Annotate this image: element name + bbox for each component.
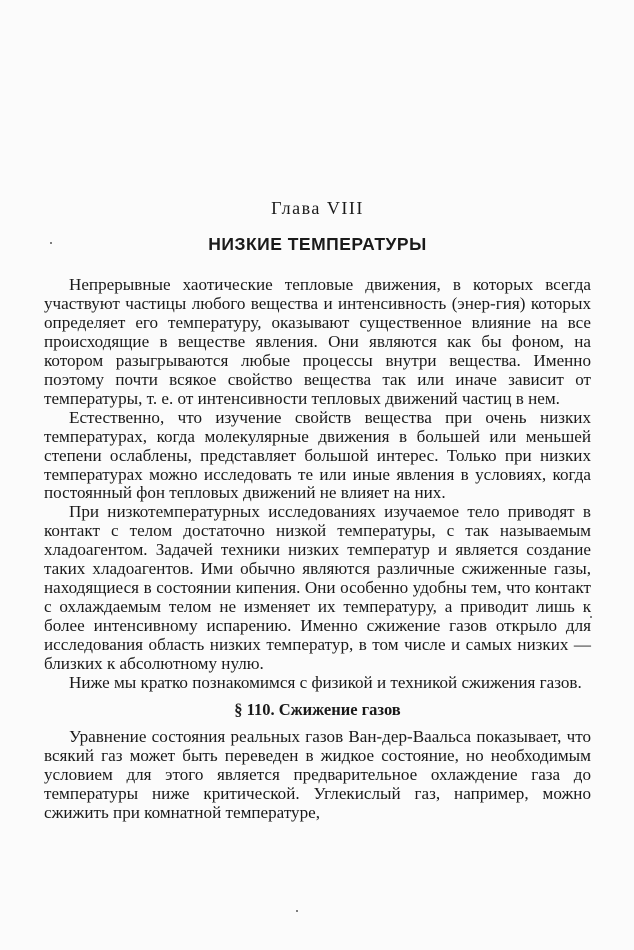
- paragraph: Непрерывные хаотические тепловые движения, в которых всегда участвуют частицы любого вещества и интенсивность (энер-гия) которых определяет его температуру, оказывают существенное влияние на все происходящие в веществе явления. Они являются как бы фоном, на котором разыгрываются любые процессы внутри вещества. Именно поэтому почти всякое свойство вещества так или иначе зависит от температуры, т. е. от интенсивности тепловых движений частиц в нем.: [44, 275, 591, 408]
- paragraph: Ниже мы кратко познакомимся с физикой и техникой сжижения газов.: [69, 673, 582, 693]
- paragraph: Уравнение состояния реальных газов Ван-дер-Ваальса показывает, что всякий газ может быть переведен в жидкое состояние, но необходимым условием для этого является предварительное охлаждение газа до температуры ниже критической. Углекислый газ, например, можно сжижить при комнатной температуре,: [44, 726, 591, 822]
- section-heading: § 110. Сжижение газов: [234, 699, 401, 719]
- body-text: [44, 276, 591, 823]
- paragraph: При низкотемпературных исследованиях изучаемое тело приводят в контакт с телом достаточно низкой температуры, с так называемым хладоагентом. Задачей техники низких температур и является создание таких хладоагентов. Ими обычно являются различные сжиженные газы, находящиеся в состоянии кипения. Они особенно удобны тем, что контакт с охлаждаемым телом не изменяет их температуру, а приводит лишь к более интенсивному испарению. Именно сжижение газов открыло для исследования область низких температур, в том числе и самых низких — близких к абсолютному нулю.: [44, 502, 591, 674]
- paragraph: Естественно, что изучение свойств вещества при очень низких температурах, когда молекулярные движения в большей или меньшей степени ослаблены, представляет большой интерес. Только при низких температурах можно исследовать те или иные явления в условиях, когда постоянный фон тепловых движений не влияет на них.: [44, 407, 591, 503]
- scan-speck: [296, 910, 298, 912]
- chapter-heading: Глава VIII: [271, 198, 364, 218]
- chapter-title: НИЗКИЕ ТЕМПЕРАТУРЫ: [208, 234, 427, 254]
